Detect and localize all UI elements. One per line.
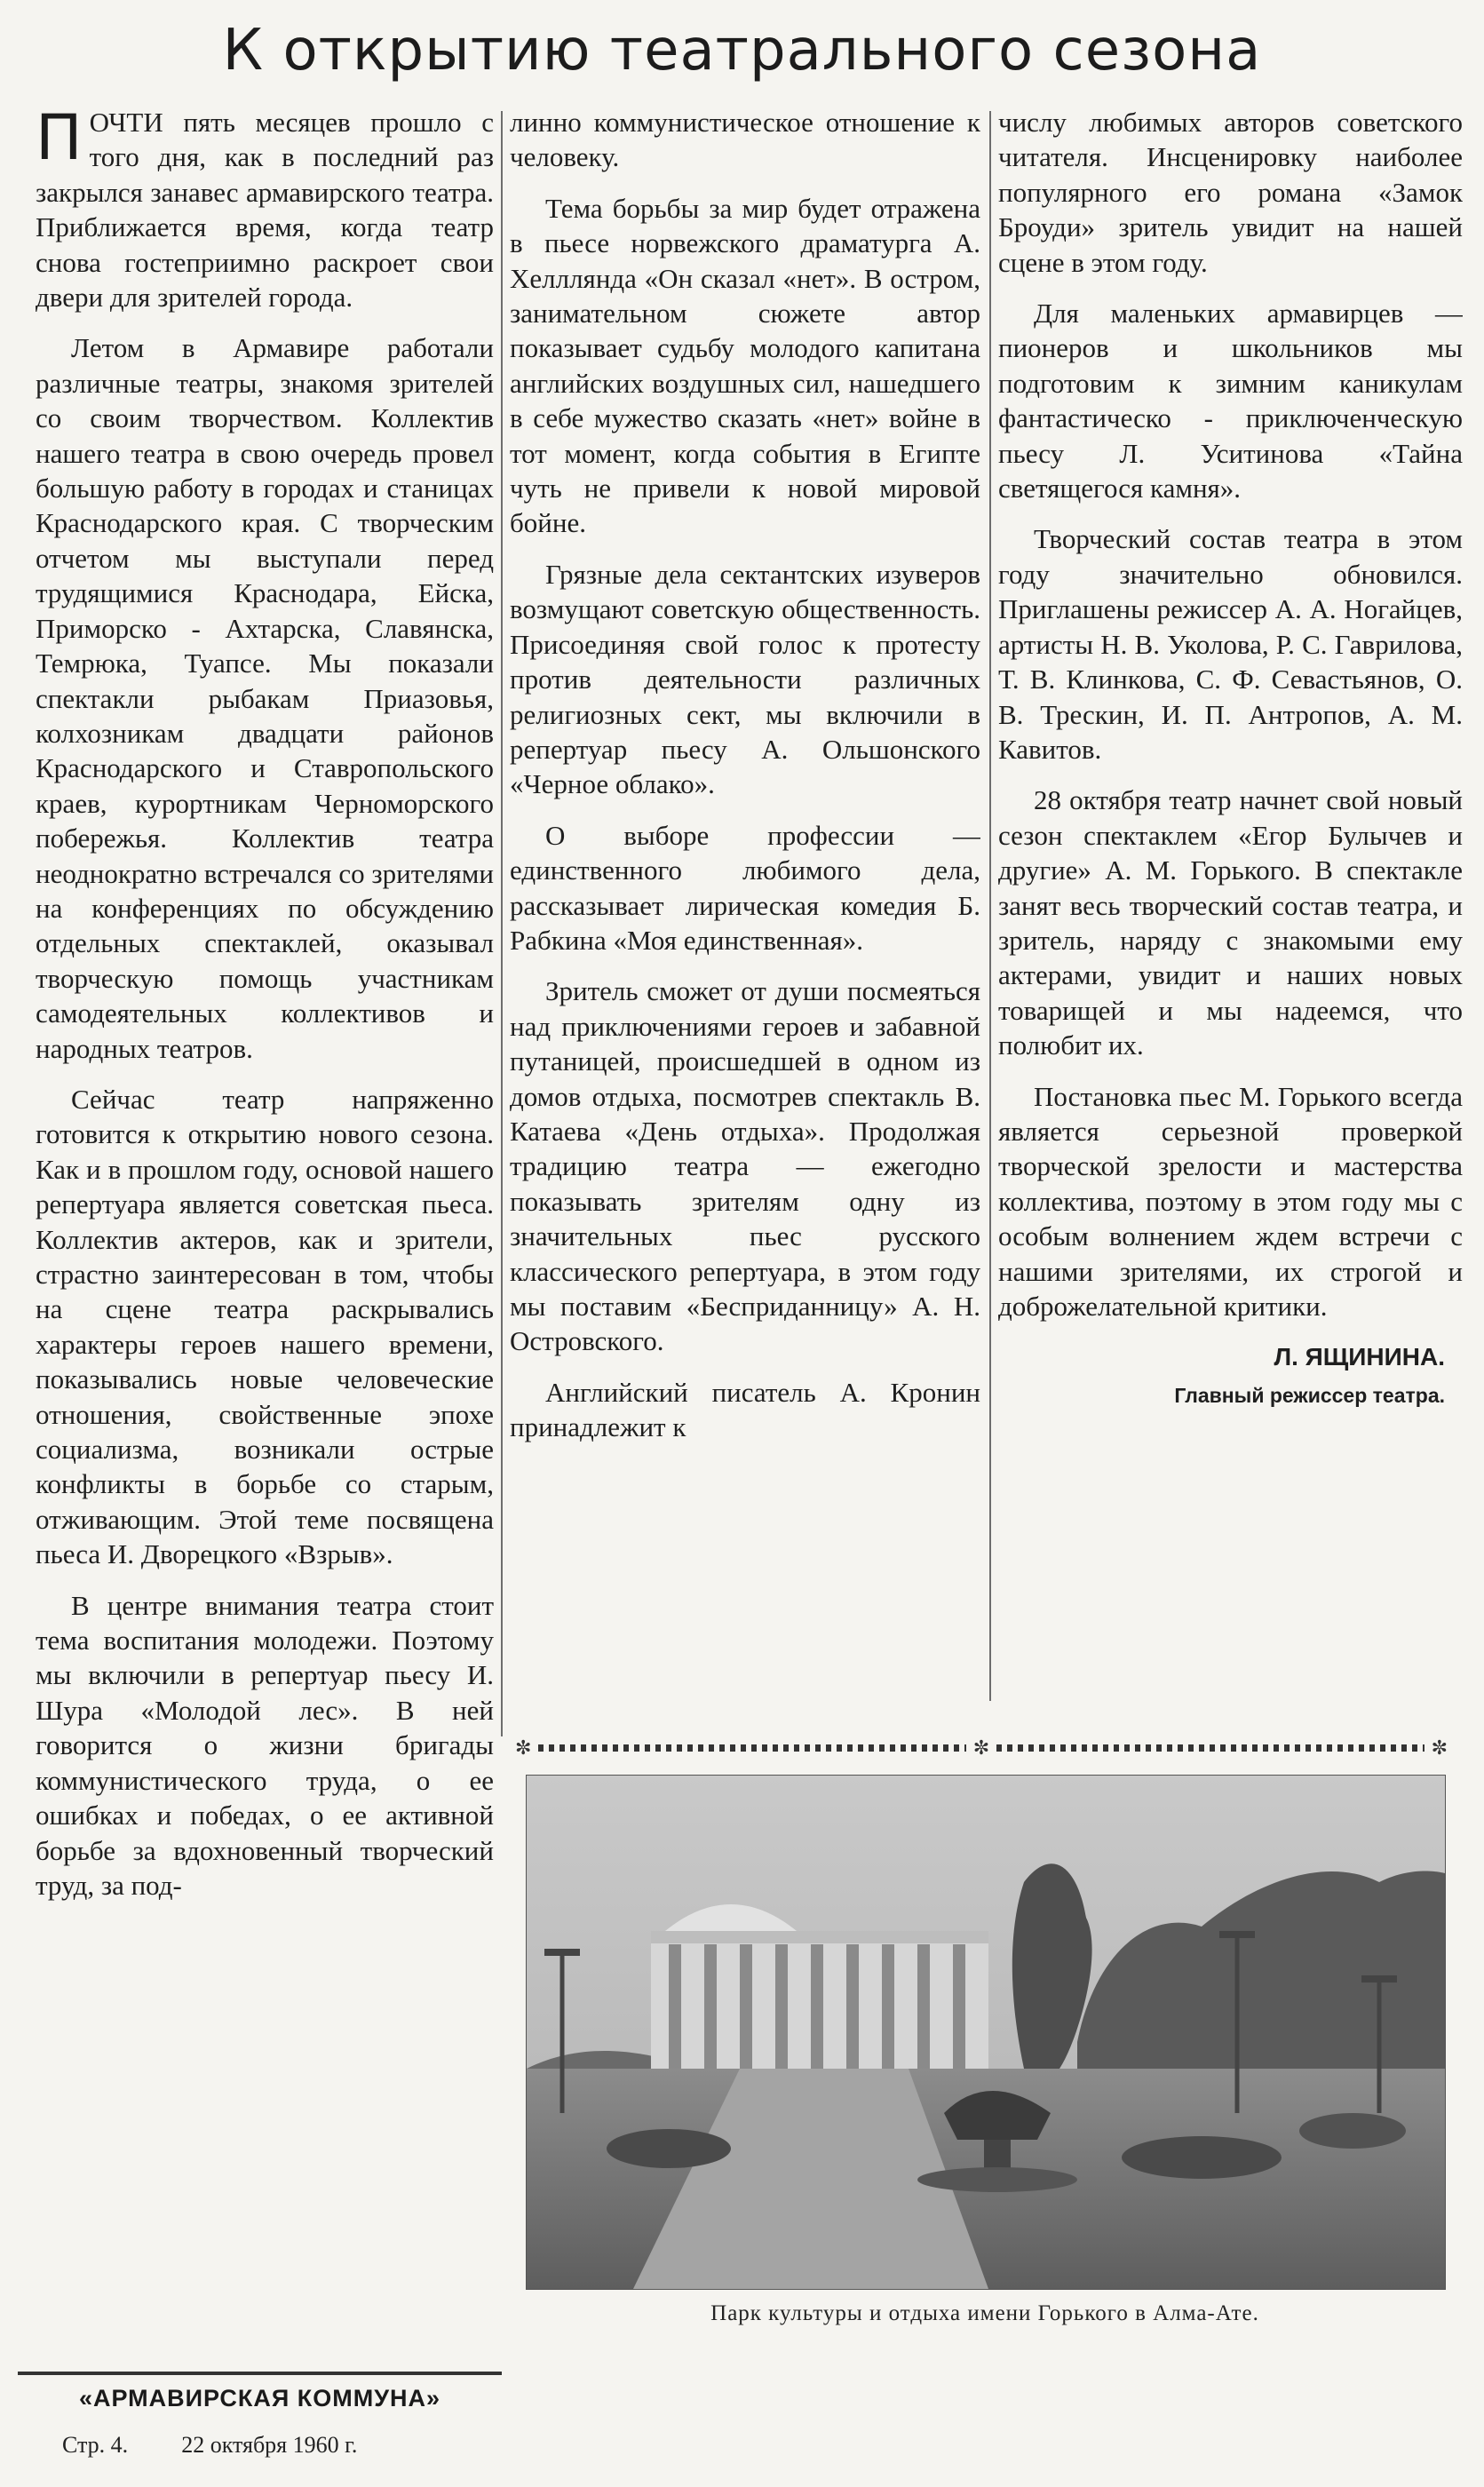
headline: К открытию театрального сезона bbox=[222, 18, 1262, 83]
paragraph-text: ОЧТИ пять месяцев прошло с того дня, как в последний раз закрылся занавес армавирского театра. Приближается время, когда театр снова гостеприимно раскроет свои двери для зрителей города. bbox=[36, 107, 494, 314]
footer-meta bbox=[62, 2427, 506, 2463]
issue-date: 22 октября 1960 г. bbox=[181, 2432, 358, 2458]
column-divider bbox=[989, 111, 991, 1701]
ornament-star-icon: ✼ bbox=[972, 1736, 990, 1760]
paragraph: Творческий состав театра в этом году значительно обновился. Приглашены режиссер А. А. Ногайцев, артисты Н. В. Уколова, Р. С. Гаврилова, Т. В. Клинкова, С. Ф. Севастьянов, О. В. Трескин, И. П. Антропов, А. М. Кавитов. bbox=[998, 523, 1463, 765]
paragraph: Зритель сможет от души посмеяться над приключениями героев и забавной путаницей, происшедшей в одном из домов отдыха, посмотрев спектакль В. Катаева «День отдыха». Продолжая традицию театра — ежегодно показывать зрителям одну из значительных пьес русского классического репертуара, в этом году мы поставим «Бесприданницу» А. Н. Островского. bbox=[510, 975, 980, 1357]
paragraph: Английский писатель А. Кронин принадлежит к bbox=[510, 1376, 980, 1443]
newspaper-name: «АРМАВИРСКАЯ КОММУНА» bbox=[78, 2385, 441, 2412]
author-role: Главный режиссер театра. bbox=[1174, 1383, 1445, 1407]
article-column-3 bbox=[998, 105, 1463, 1695]
paragraph bbox=[36, 105, 494, 314]
paragraph: числу любимых авторов советского читателя. Инсценировку наиболее популярного его романа «Замок Броуди» зритель увидит на нашей сцене в этом году. bbox=[998, 107, 1463, 278]
drop-cap: П bbox=[36, 105, 83, 174]
ornament-star-icon: ✼ bbox=[515, 1736, 532, 1760]
ornament-bar bbox=[538, 1744, 965, 1752]
author-signature: Л. ЯЩИНИНА. bbox=[1274, 1343, 1445, 1371]
paragraph: О выборе профессии — единственного любимого дела, рассказывает лирическая комедия Б. Рабкина «Моя единственная». bbox=[510, 819, 980, 956]
photo-caption: Парк культуры и отдыха имени Горького в Алма-Ате. bbox=[710, 2301, 1259, 2325]
paragraph: Тема борьбы за мир будет отражена в пьесе норвежского драматурга А. Хелллянда «Он сказал «нет». В остром, занимательном сюжете автор показывает судьбу молодого капитана английских воздушных сил, нашедшего в себе мужество сказать «нет» войне в тот момент, когда события в Египте чуть не привели к новой мировой бойне. bbox=[510, 192, 980, 539]
paragraph: 28 октября театр начнет свой новый сезон спектаклем «Егор Булычев и другие» А. М. Горького. В спектакле занят весь творческий состав театра, и зритель, наряду с знакомыми ему актерами, увидит и наших новых товарищей и мы надеемся, что полюбит их. bbox=[998, 784, 1463, 1061]
paragraph: Для маленьких армавирцев —пионеров и школьников мы подготовим к зимним каникулам фантастическо - приключенческую пьесу Л. Уситинова «Тайна светящегося камня». bbox=[998, 298, 1463, 505]
article-column-2 bbox=[510, 105, 980, 1704]
ornament-divider bbox=[515, 1736, 1448, 1760]
paragraph: Грязные дела сектантских изуверов возмущают советскую общественность. Присоединяя свой голос к протесту против деятельности различных религиозных сект, мы включили в репертуар пьесу А. Ольшонского «Черное облако». bbox=[510, 558, 980, 800]
column-divider bbox=[501, 111, 503, 1736]
paragraph: линно коммунистическое отношение к человеку. bbox=[510, 107, 980, 173]
paragraph: Постановка пьес М. Горького всегда является серьезной проверкой творческой зрелости и мастерства коллектива, поэтому в этом году мы с особым волнением ждем встречи с нашими зрителями, их строгой и доброжелательной критики. bbox=[998, 1080, 1463, 1322]
page-number: Стр. 4. bbox=[62, 2432, 129, 2458]
paragraph: В центре внимания театра стоит тема воспитания молодежи. Поэтому мы включили в репертуар пьесу И. Шура «Молодой лес». В ней говорится о жизни бригады коммунистического труда, о ее ошибках и победах, о ее активной борьбе за вдохновенный творческий труд, за под- bbox=[36, 1589, 494, 1901]
ornament-star-icon: ✼ bbox=[1431, 1736, 1448, 1760]
article-column-1 bbox=[36, 105, 494, 2285]
park-photo bbox=[526, 1775, 1446, 2290]
paragraph: Летом в Армавире работали различные театры, знакомя зрителей со своим творчеством. Коллектив нашего театра в свою очередь провел большую работу в городах и станицах Краснодарского края. С творческим отчетом мы выступали перед трудящимися Краснодара, Ейска, Приморско - Ахтарска, Славянска, Темрюка, Туапсе. Мы показали спектакли рыбакам Приазовья, колхозникам двадцати районов Краснодарского и Ставропольского краев, курортникам Черноморского побережья. Коллектив театра неоднократно встречался со зрителями на конференциях по обсуждению отдельных спектаклей, оказывал творческую помощь участникам самодеятельных коллективов и народных театров. bbox=[36, 332, 494, 1064]
paragraph: Сейчас театр напряженно готовится к открытию нового сезона. Как и в прошлом году, основой нашего репертуара является советская пьеса. Коллектив актеров, как и зрители, страстно заинтересован в том, чтобы на сцене театра раскрывались характеры героев нашего времени, показывались новые человеческие отношения, свойственные эпохе социализма, возникали острые конфликты в борьбе со старым, отживающим. Этой теме посвящена пьеса И. Дворецкого «Взрыв». bbox=[36, 1083, 494, 1570]
ornament-bar bbox=[996, 1744, 1424, 1752]
footer-rule bbox=[18, 2372, 502, 2375]
park-photo-illustration bbox=[527, 1776, 1445, 2289]
